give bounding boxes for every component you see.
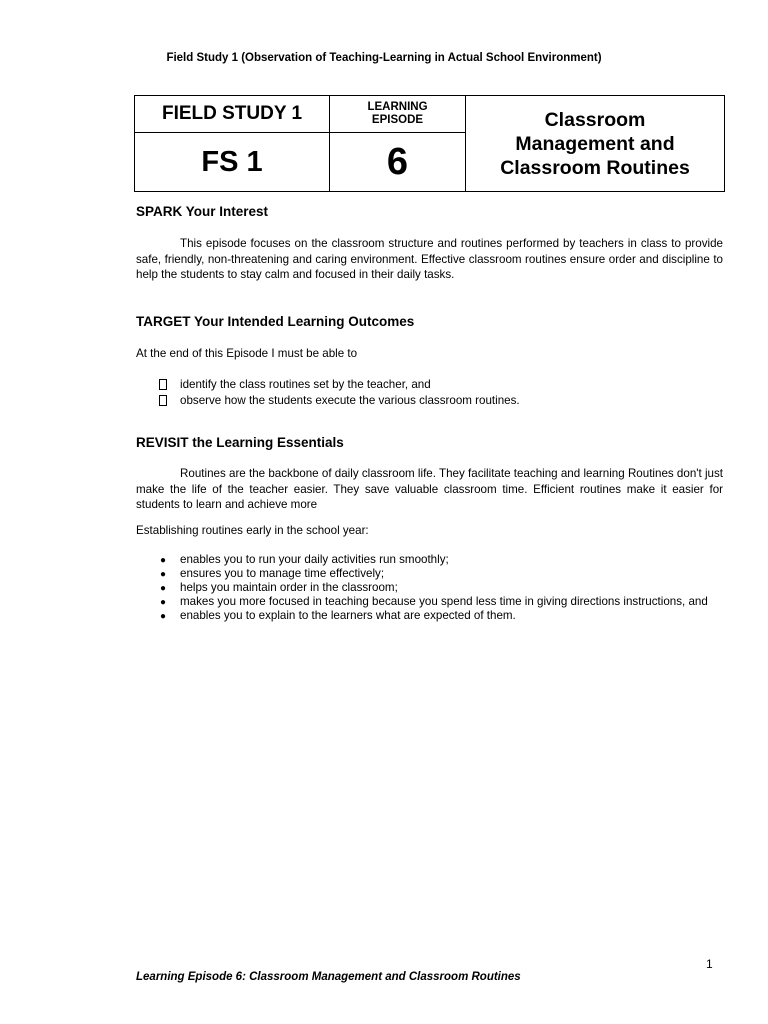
bullet-icon — [156, 553, 170, 568]
spark-heading: SPARK Your Interest — [136, 204, 269, 219]
checkbox-bullet-icon — [156, 393, 170, 411]
revisit-heading: REVISIT the Learning Essentials — [136, 435, 344, 450]
routines-benefits-list — [136, 553, 711, 623]
outcomes-list — [136, 377, 726, 409]
running-footer: Learning Episode 6: Classroom Management and Classroom Routines — [136, 971, 521, 983]
list-item: ● makes you more focused in teaching because you spend less time in giving directions instructions, and — [136, 595, 711, 609]
list-item: ● enables you to run your daily activities run smoothly; — [136, 553, 711, 567]
episode-title-line3: Classroom Routines — [500, 156, 690, 179]
target-heading: TARGET Your Intended Learning Outcomes — [136, 314, 415, 329]
episode-title-line2: Management and — [515, 132, 675, 155]
episode-label-line2: EPISODE — [371, 114, 424, 126]
episode-label-line1: LEARNING — [367, 101, 428, 113]
course-label: FIELD STUDY 1 — [135, 96, 330, 133]
bullet-icon — [156, 581, 170, 596]
revisit-paragraph: Routines are the backbone of daily classroom life. They facilitate teaching and learning Routines don't just make the life of the teacher easier. They save valuable classroom time. Efficient routines make it easier for students to learn and achieve more — [136, 467, 723, 511]
episode-label — [330, 96, 466, 133]
page-number: 1 — [706, 957, 713, 971]
episode-number: 6 — [330, 133, 466, 192]
list-item: ● helps you maintain order in the classroom; — [136, 581, 711, 595]
title-table — [134, 95, 725, 192]
list-item: observe how the students execute the various classroom routines. — [136, 393, 726, 409]
episode-title — [466, 96, 725, 192]
bullet-icon — [156, 567, 170, 582]
spark-paragraph: This episode focuses on the classroom structure and routines performed by teachers in class to provide safe, friendly, non-threatening and caring environment. Effective classroom routines ensure order and discipline to help the students to stay calm and focused in their daily tasks. — [136, 237, 723, 281]
running-header: Field Study 1 (Observation of Teaching-Learning in Actual School Environment) — [166, 52, 602, 64]
course-code: FS 1 — [135, 133, 330, 192]
list-item: ● enables you to explain to the learners what are expected of them. — [136, 609, 711, 623]
bullet-icon — [156, 609, 170, 624]
bullet-icon — [156, 595, 170, 610]
list-item: identify the class routines set by the teacher, and — [136, 377, 726, 393]
target-intro: At the end of this Episode I must be able to — [136, 347, 358, 360]
episode-title-line1: Classroom — [544, 108, 646, 131]
list-item: ● ensures you to manage time effectively; — [136, 567, 711, 581]
revisit-intro: Establishing routines early in the school year: — [136, 524, 369, 537]
